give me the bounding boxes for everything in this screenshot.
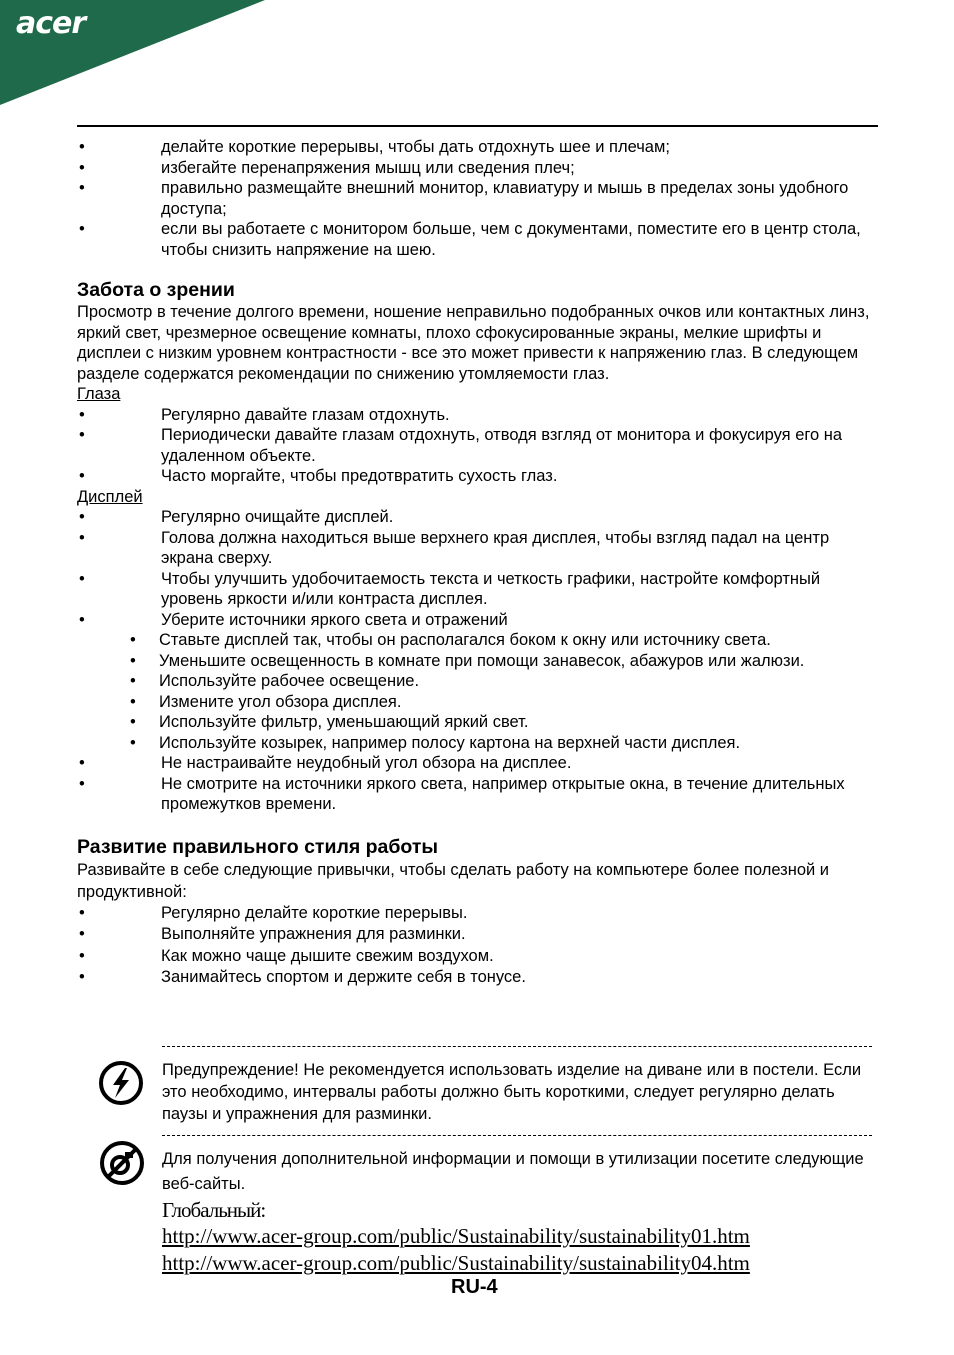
warning-lightning-icon — [98, 1060, 144, 1106]
acer-logo: acer — [16, 6, 86, 41]
sub-list-item: • Используйте рабочее освещение. — [130, 672, 420, 690]
list-item: • Регулярно очищайте дисплей. — [79, 508, 394, 526]
header-rule — [77, 125, 878, 127]
section-title-vision: Забота о зрении — [77, 279, 235, 301]
list-item: • Как можно чаще дышите свежим воздухом. — [79, 946, 494, 965]
sub-list-item: • Ставьте дисплей так, чтобы он располагался боком к окну или источнику света. — [130, 631, 771, 649]
sustainability-link-1[interactable]: http://www.acer-group.com/public/Sustainability/sustainability01.htm — [162, 1224, 750, 1248]
list-item: • Часто моргайте, чтобы предотвратить сухость глаз. — [79, 467, 558, 485]
recycle-icon — [99, 1140, 145, 1186]
list-item: • избегайте перенапряжения мышц или сведения плеч; — [79, 158, 575, 177]
divider — [162, 1046, 872, 1047]
eyes-list — [77, 405, 877, 487]
sustainability-link-2[interactable]: http://www.acer-group.com/public/Sustainability/sustainability04.htm — [162, 1251, 750, 1275]
main-content — [77, 137, 877, 989]
habits-list — [77, 903, 877, 989]
list-item: • делайте короткие перерывы, чтобы дать отдохнуть шее и плечам; — [79, 138, 670, 156]
sub-list-item: • Используйте козырек, например полосу картона на верхней части дисплея. — [130, 733, 741, 752]
list-item: • Периодически давайте глазам отдохнуть, отводя взгляд от монитора и фокусируя его на удаленном объекте. — [79, 426, 843, 465]
sub-list-item: • Уменьшите освещенность в комнате при помощи занавесок, абажуров или жалюзи. — [130, 651, 805, 670]
list-item: • правильно размещайте внешний монитор, клавиатуру и мышь в пределах зоны удобного доступа; — [79, 179, 849, 218]
list-item: • Чтобы улучшить удобочитаемость текста и четкость графики, настройте комфортный уровень яркости и/или контраста дисплея. — [79, 569, 821, 608]
vision-intro: Просмотр в течение долгого времени, ношение неправильно подобранных очков или контактных линз, яркий свет, чрезмерное освещение комнаты, плохо сфокусированные экраны, мелкие шрифты и дисплеи с низким уровнем контрастности - все это может привести к напряжению глаз. В следующем разделе содержатся рекомендации по снижению утомляемости глаз. — [77, 303, 870, 383]
list-item: • Регулярно давайте глазам отдохнуть. — [79, 405, 450, 424]
list-item: • если вы работаете с монитором больше, чем с документами, поместите его в центр стола, чтобы снизить напряжение на шею. — [79, 220, 861, 259]
list-item: • Выполняйте упражнения для разминки. — [79, 925, 466, 943]
display-list — [77, 507, 877, 815]
warning-text: Предупреждение! Не рекомендуется использовать изделие на диване или в постели. Если это необходимо, интервалы работы должно быть короткими, следует регулярно делать паузы и упражнения для разминки. — [162, 1061, 862, 1123]
display-label: Дисплей — [77, 487, 143, 506]
list-item: • Голова должна находиться выше верхнего края дисплея, чтобы взгляд падал на центр экрана сверху. — [79, 528, 830, 567]
list-item: • Уберите источники яркого света и отражений — [79, 610, 508, 629]
header-band — [0, 0, 954, 110]
list-item: • Не смотрите на источники яркого света, например открытые окна, в течение длительных промежутков времени. — [79, 774, 845, 813]
page-number: RU-4 — [451, 1276, 498, 1298]
eyes-label: Глаза — [77, 385, 121, 403]
global-label: Глобальный: — [162, 1198, 266, 1222]
top-bullet-list — [77, 137, 877, 260]
section-title-habits: Развитие правильного стиля работы — [77, 835, 439, 858]
sub-list-item: • Используйте фильтр, уменьшающий яркий свет. — [130, 713, 529, 731]
list-item: • Не настраивайте неудобный угол обзора на дисплее. — [79, 754, 572, 772]
recycle-text: Для получения дополнительной информации и помощи в утилизации посетите следующие веб-сайты. — [162, 1150, 864, 1193]
habits-intro: Развивайте в себе следующие привычки, чтобы сделать работу на компьютере более полезной и продуктивной: — [77, 860, 830, 901]
list-item: • Регулярно делайте короткие перерывы. — [79, 903, 468, 922]
sub-list-item: • Измените угол обзора дисплея. — [130, 692, 402, 711]
divider — [162, 1135, 872, 1136]
list-item: • Занимайтесь спортом и держите себя в тонусе. — [79, 968, 526, 986]
